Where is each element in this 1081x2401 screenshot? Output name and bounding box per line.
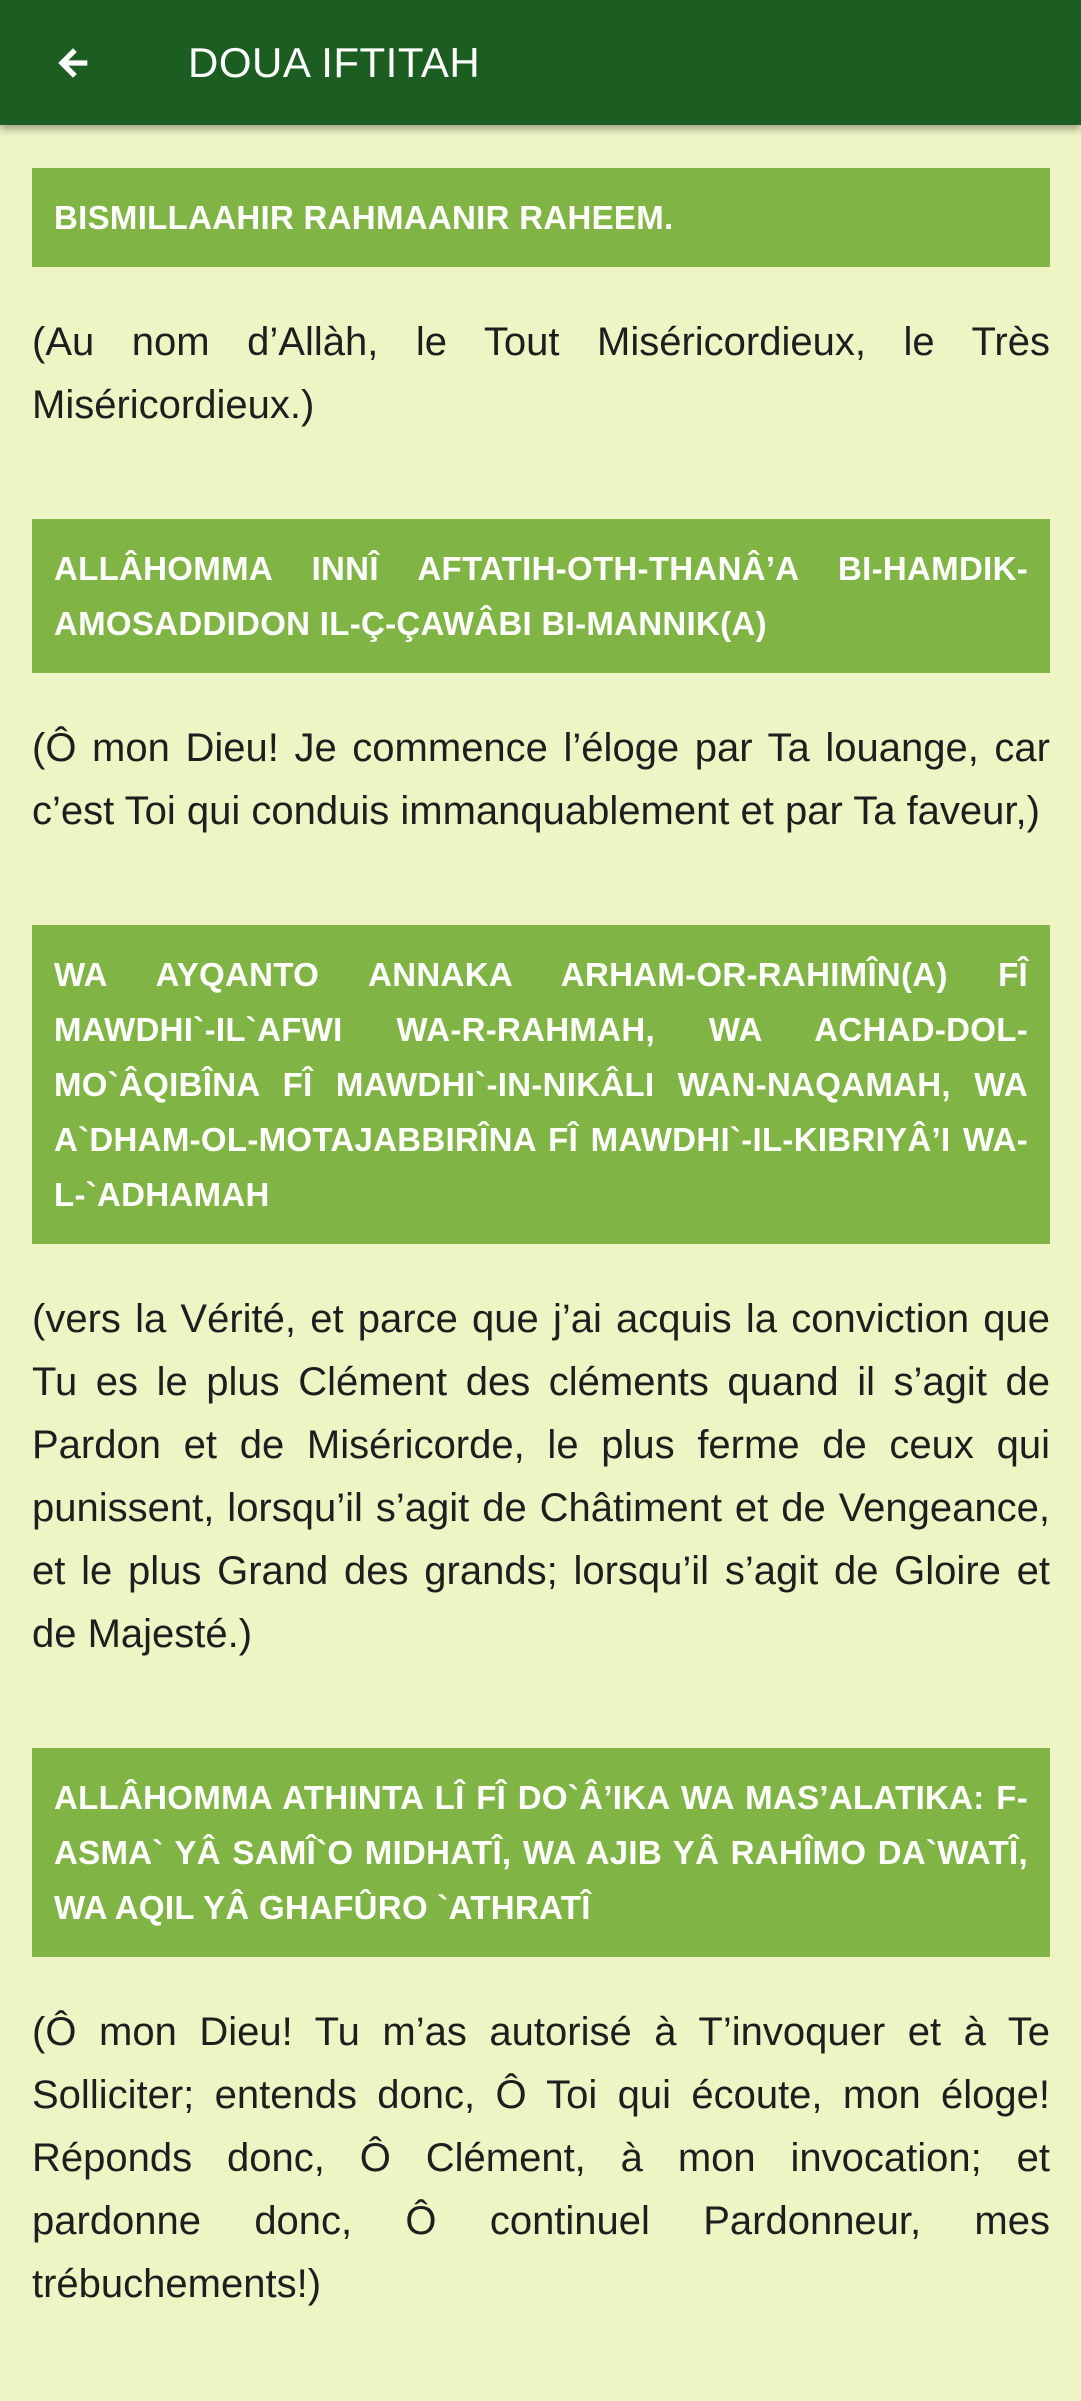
- french-translation: (Ô mon Dieu! Tu m’as autorisé à T’invoquer et à Te Solliciter; entends donc, Ô Toi qui écoute, mon éloge! Réponds donc, Ô Clément, à mon invocation; et pardonne donc, Ô continuel Pardonneur, mes trébuchements!): [32, 2010, 1050, 2306]
- arrow-left-icon: [53, 43, 93, 83]
- doua-section: [32, 1748, 1050, 2316]
- page-title: DOUA IFTITAH: [188, 38, 481, 86]
- app-bar: [0, 0, 1081, 125]
- doua-section: [32, 925, 1050, 1666]
- french-translation: (Ô mon Dieu! Je commence l’éloge par Ta louange, car c’est Toi qui conduis immanquablement et par Ta faveur,): [32, 726, 1050, 833]
- french-translation: (Au nom d’Allàh, le Tout Miséricordieux, le Très Miséricordieux.): [32, 320, 1050, 427]
- arabic-transliteration-banner: BISMILLAAHIR RAHMAANIR RAHEEM.: [32, 168, 1050, 267]
- doua-section: [32, 168, 1050, 437]
- arabic-transliteration-banner: ALLÂHOMMA ATHINTA LÎ FÎ DO`Â’IKA WA MAS’ALATIKA: F-ASMA` YÂ SAMÎ`O MIDHATÎ, WA AJIB YÂ RAHÎMO DA`WATÎ, WA AQIL YÂ GHAFÛRO `ATHRATÎ: [32, 1748, 1050, 1957]
- doua-section: [32, 519, 1050, 843]
- french-translation: (vers la Vérité, et parce que j’ai acquis la conviction que Tu es le plus Clément des cléments quand il s’agit de Pardon et de Miséricorde, le plus ferme de ceux qui punissent, lorsqu’il s’agit de Châtiment et de Vengeance, et le plus Grand des grands; lorsqu’il s’agit de Gloire et de Majesté.): [32, 1297, 1050, 1656]
- doua-content[interactable]: [32, 168, 1050, 2398]
- arabic-transliteration-banner: WA AYQANTO ANNAKA ARHAM-OR-RAHIMÎN(A) FÎ MAWDHI`-IL`AFWI WA-R-RAHMAH, WA ACHAD-DOL-MO`ÂQIBÎNA FÎ MAWDHI`-IN-NIKÂLI WAN-NAQAMAH, WA A`DHAM-OL-MOTAJABBIRÎNA FÎ MAWDHI`-IL-KIBRIYÂ’I WA-L-`ADHAMAH: [32, 925, 1050, 1244]
- arabic-transliteration-banner: ALLÂHOMMA INNÎ AFTATIH-OTH-THANÂ’A BI-HAMDIK-AMOSADDIDON IL-Ç-ÇAWÂBI BI-MANNIK(A): [32, 519, 1050, 673]
- back-button[interactable]: [36, 26, 110, 100]
